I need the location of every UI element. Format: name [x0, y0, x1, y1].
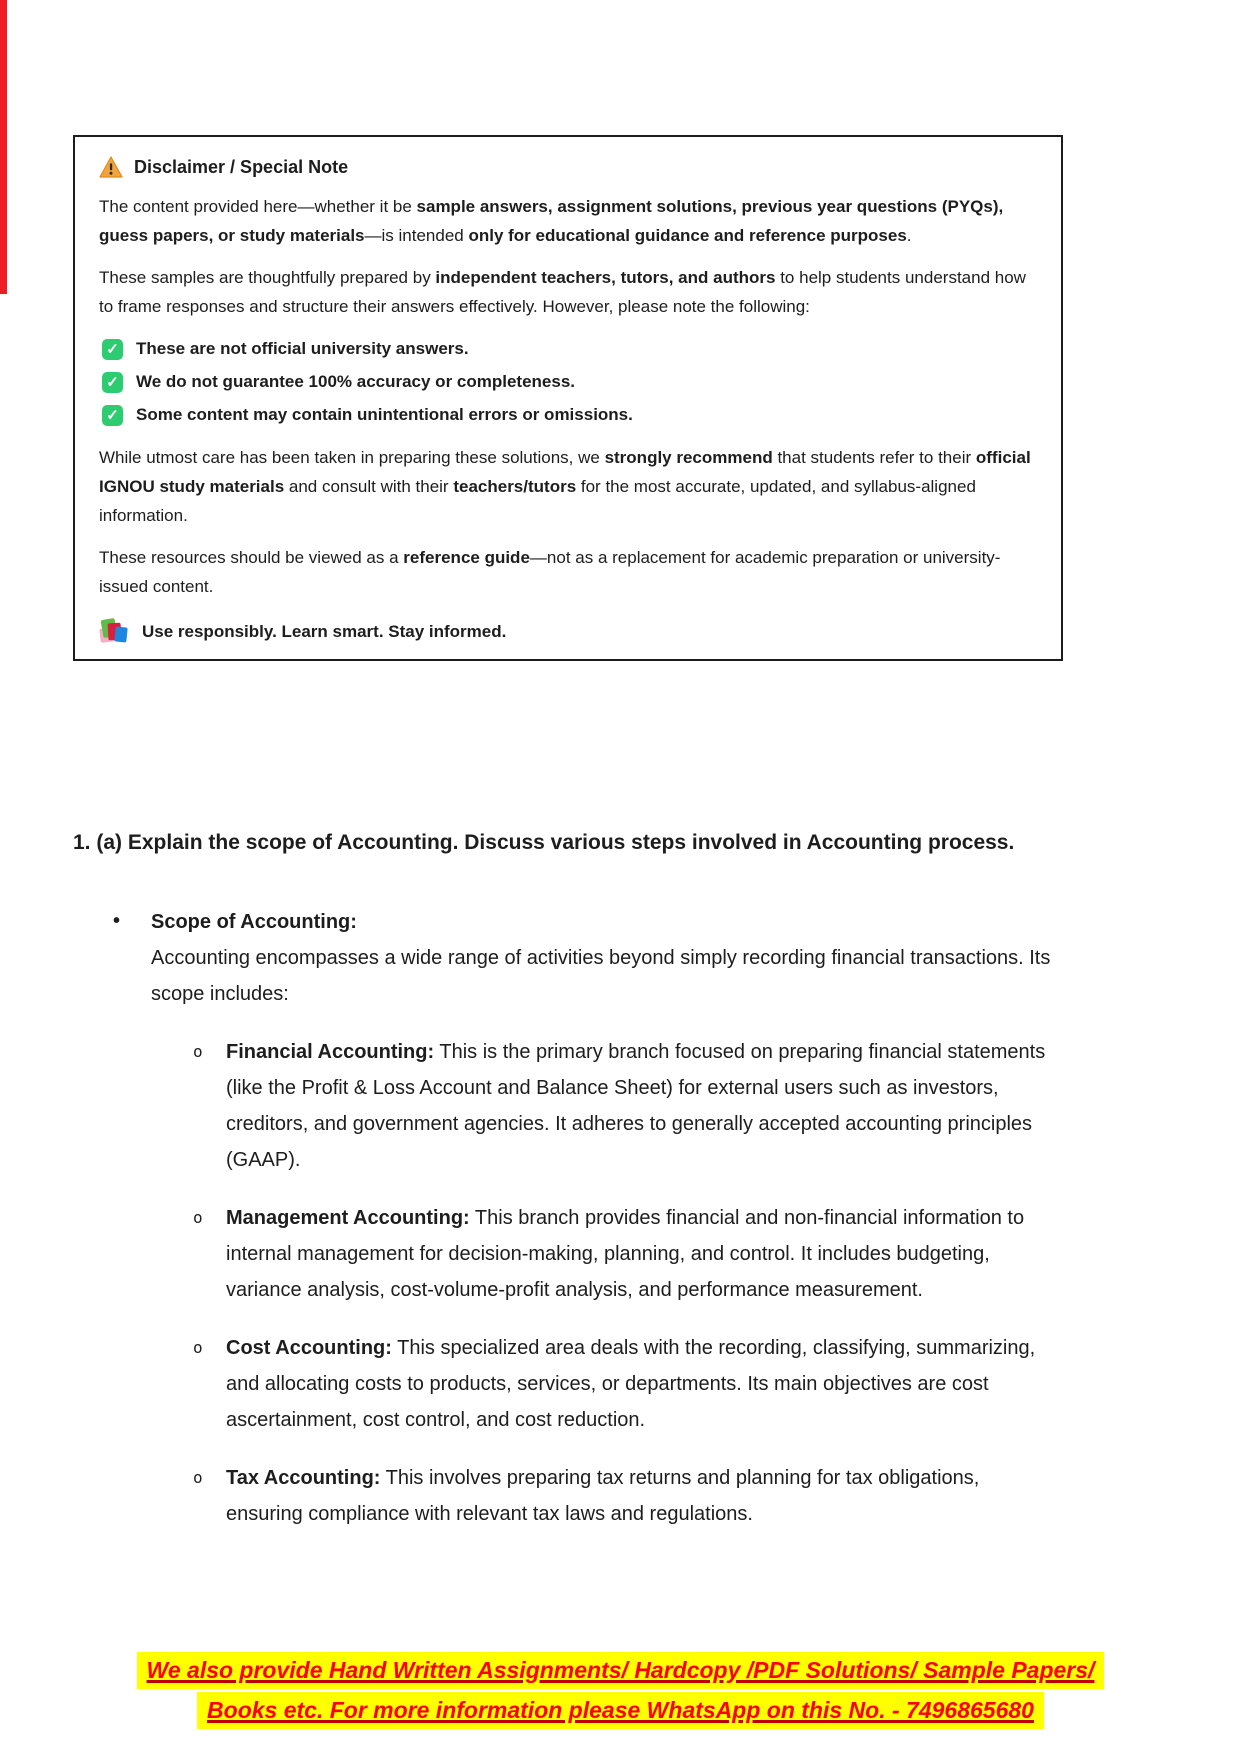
check-item: [102, 403, 1037, 427]
sub-bullet-marker: o: [193, 1468, 203, 1487]
disclaimer-paragraph-1: The content provided here—whether it be sample answers, assignment solutions, previous year questions (PYQs), guess papers, or study materials—is intended only for educational guidance and reference purposes.: [99, 197, 1004, 245]
sub-bullet-marker: o: [193, 1208, 203, 1227]
list-item-description: This involves preparing tax returns and planning for tax obligations, ensuring compliance with relevant tax laws and regulations.: [226, 1467, 980, 1525]
list-item-financial-accounting: [193, 1034, 1183, 1178]
list-item-management-accounting: [193, 1200, 1183, 1308]
promo-footer: [0, 1652, 1241, 1732]
list-item-tax-accounting: [193, 1460, 1183, 1532]
list-item-label: Management Accounting:: [226, 1207, 470, 1229]
list-item-description: This specialized area deals with the recording, classifying, summarizing, and allocating costs to products, services, or departments. Its main objectives are cost ascertainment, cost control, and cost reduction.: [226, 1337, 1036, 1431]
green-check-icon: [102, 405, 123, 426]
list-item-cost-accounting: [193, 1330, 1183, 1438]
check-item-label: Some content may contain unintentional errors or omissions.: [136, 405, 633, 424]
scope-bullet-body: [151, 904, 1081, 1012]
check-item-label: These are not official university answers.: [136, 339, 469, 358]
list-item-description: This branch provides financial and non-financial information to internal management for decision-making, planning, and control. It includes budgeting, variance analysis, cost-volume-profit analysis, and performance measurement.: [226, 1207, 1025, 1301]
check-item: [102, 370, 1037, 394]
question-heading: 1. (a) Explain the scope of Accounting. Discuss various steps involved in Accounting process.: [73, 831, 1015, 854]
scope-label: Scope of Accounting:: [151, 911, 357, 933]
check-item-label: We do not guarantee 100% accuracy or completeness.: [136, 372, 576, 391]
disclaimer-closing-text: Use responsibly. Learn smart. Stay informed.: [142, 621, 507, 641]
promo-line-1-text: We also provide Hand Written Assignments/ Hardcopy /PDF Solutions/ Sample Papers/: [137, 1652, 1105, 1689]
disclaimer-title-row: [99, 155, 1037, 179]
list-item-description: This is the primary branch focused on preparing financial statements (like the Profit & Loss Account and Balance Sheet) for external users such as investors, creditors, and government agencies. It adheres to generally accepted accounting principles (GAAP).: [226, 1041, 1046, 1171]
sub-bullet-marker: o: [193, 1338, 203, 1357]
scope-bullet-item: [113, 904, 1183, 1012]
disclaimer-box: [73, 135, 1063, 661]
disclaimer-paragraph-2: These samples are thoughtfully prepared by independent teachers, tutors, and authors to help students understand how to frame responses and structure their answers effectively. However, please note the following:: [99, 268, 1026, 316]
list-item-text: [226, 1330, 1061, 1438]
books-icon: [99, 618, 129, 645]
green-check-icon: [102, 372, 123, 393]
promo-line-2: [0, 1692, 1241, 1732]
list-item-text: [226, 1460, 1061, 1532]
disclaimer-paragraph-3: While utmost care has been taken in preparing these solutions, we strongly recommend that students refer to their official IGNOU study materials and consult with their teachers/tutors for the most accurate, updated, and syllabus-aligned information.: [99, 448, 1031, 525]
bullet-marker: •: [113, 910, 121, 932]
disclaimer-check-list: [99, 337, 1037, 427]
accounting-branches-list: [73, 1034, 1183, 1532]
scope-intro: Accounting encompasses a wide range of activities beyond simply recording financial transactions. Its scope includes:: [151, 947, 1051, 1005]
disclaimer-paragraph-4: These resources should be viewed as a reference guide—not as a replacement for academic preparation or university-issued content.: [99, 548, 1001, 596]
green-check-icon: [102, 339, 123, 360]
disclaimer-title: Disclaimer / Special Note: [134, 157, 349, 177]
left-edge-red-strip: [0, 0, 7, 294]
sub-bullet-marker: o: [193, 1042, 203, 1061]
promo-line-1: [0, 1652, 1241, 1692]
list-item-text: [226, 1034, 1061, 1178]
warning-triangle-icon: [99, 156, 123, 178]
list-item-label: Tax Accounting:: [226, 1467, 381, 1489]
list-item-label: Cost Accounting:: [226, 1337, 392, 1359]
question-section: [73, 828, 1183, 1554]
list-item-text: [226, 1200, 1061, 1308]
disclaimer-closing-row: [99, 618, 1037, 645]
check-item: [102, 337, 1037, 361]
promo-line-2-text: Books etc. For more information please WhatsApp on this No. - 7496865680: [197, 1692, 1044, 1729]
list-item-label: Financial Accounting:: [226, 1041, 435, 1063]
